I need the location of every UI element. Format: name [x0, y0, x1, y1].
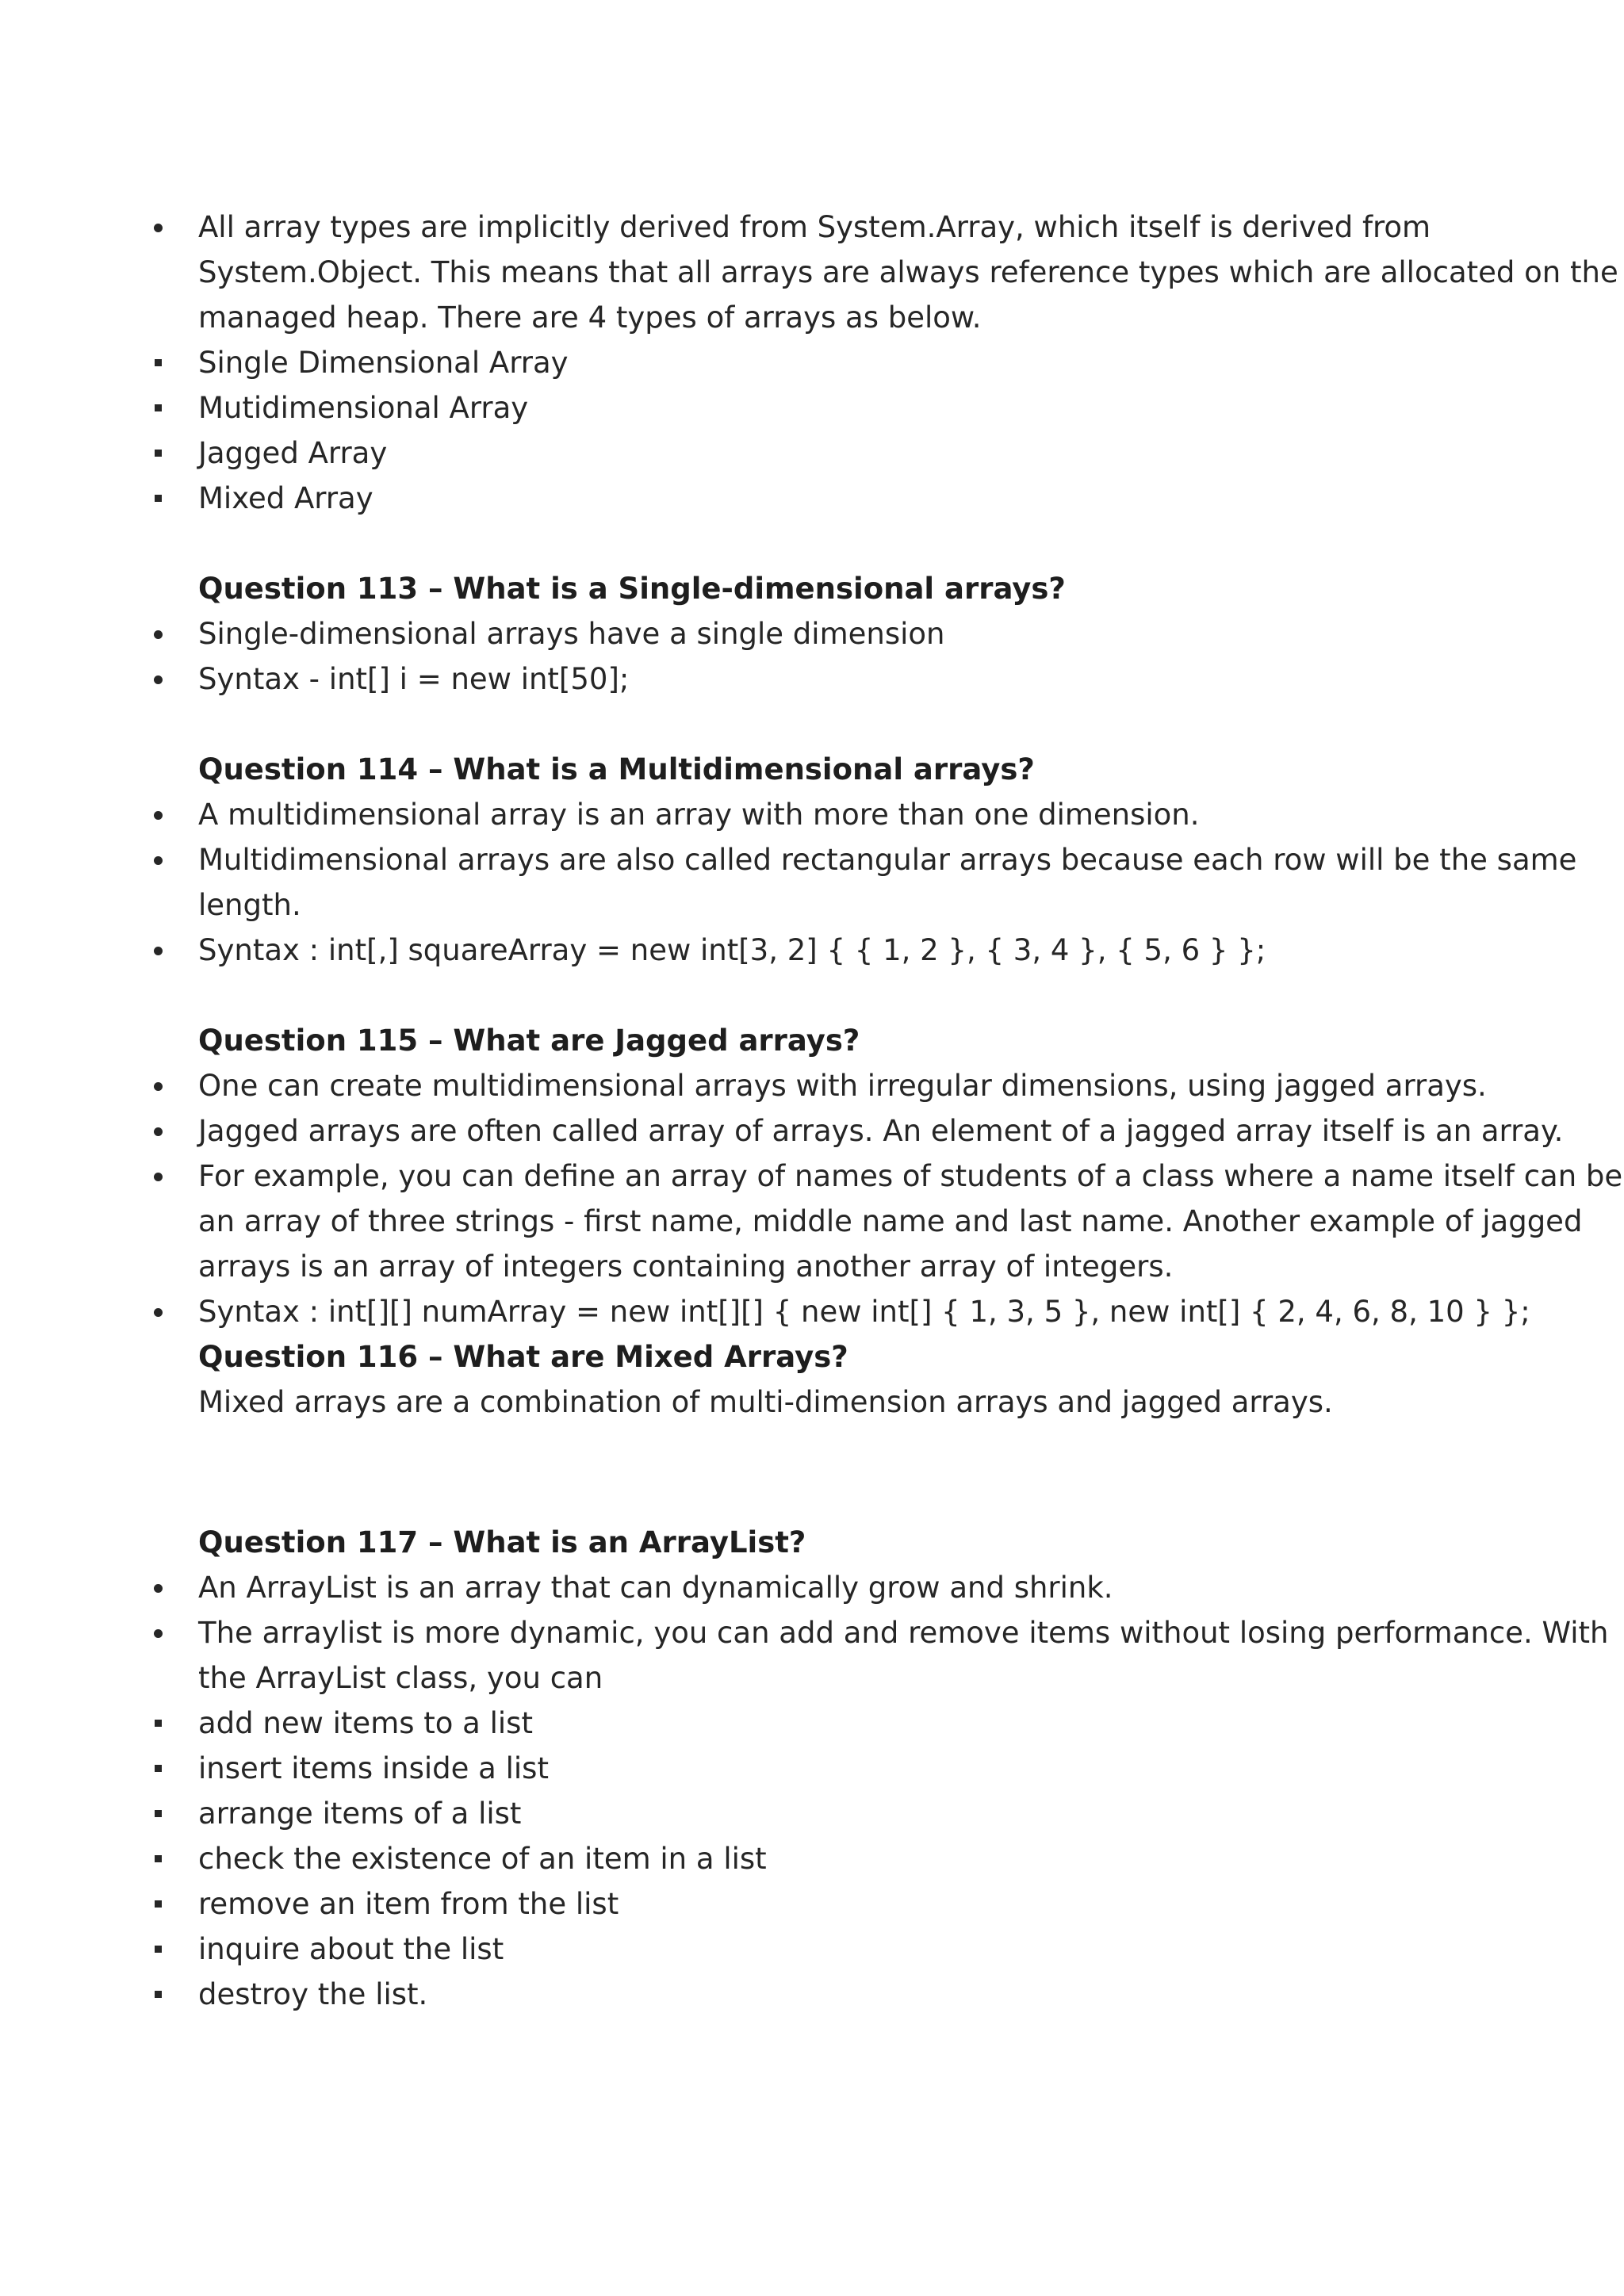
- q117-bullet: An ArrayList is an array that can dynamically grow and shrink.: [198, 1565, 1435, 1610]
- array-type-item: Mutidimensional Array: [198, 385, 1435, 430]
- q115-bullet: One can create multidimensional arrays with irregular dimensions, using jagged arrays.: [198, 1063, 1435, 1108]
- q116-text: Mixed arrays are a combination of multi-dimension arrays and jagged arrays.: [198, 1385, 1333, 1419]
- array-type-item: Mixed Array: [198, 476, 1435, 521]
- q115-bullet-continuation: an array of three strings - first name, middle name and last name. Another example of jagged: [198, 1204, 1583, 1238]
- q115-bullet: Jagged arrays are often called array of arrays. An element of a jagged array itself is an array.: [198, 1108, 1435, 1154]
- arraylist-capability-item: arrange items of a list: [198, 1791, 1435, 1836]
- arraylist-capability-item: destroy the list.: [198, 1972, 1435, 2017]
- q117-bullet-continuation: the ArrayList class, you can: [198, 1661, 603, 1695]
- q114-bullet: A multidimensional array is an array with more than one dimension.: [198, 792, 1435, 837]
- arraylist-capability-item: inquire about the list: [198, 1927, 1435, 1972]
- arraylist-capability-item: insert items inside a list: [198, 1746, 1435, 1791]
- q114-bullet: Multidimensional arrays are also called rectangular arrays because each row will be the same: [198, 837, 1435, 882]
- q114-bullet-continuation: length.: [198, 888, 301, 922]
- q115-bullet: Syntax : int[][] numArray = new int[][] { new int[] { 1, 3, 5 }, new int[] { 2, 4, 6, 8, 10 } };: [198, 1289, 1435, 1334]
- arraylist-capability-item: remove an item from the list: [198, 1881, 1435, 1927]
- question-116-heading: Question 116 – What are Mixed Arrays?: [198, 1340, 848, 1374]
- page-content: [198, 205, 1623, 2017]
- arraylist-capability-item: add new items to a list: [198, 1701, 1435, 1746]
- question-117-heading: Question 117 – What is an ArrayList?: [198, 1525, 806, 1559]
- q115-bullet-continuation: arrays is an array of integers containing another array of integers.: [198, 1249, 1174, 1284]
- array-type-item: Single Dimensional Array: [198, 340, 1435, 385]
- spacer: [198, 973, 1435, 1018]
- q115-bullet: For example, you can define an array of names of students of a class where a name itself can be: [198, 1154, 1435, 1199]
- arraylist-capability-item: check the existence of an item in a list: [198, 1836, 1435, 1881]
- spacer: [198, 702, 1435, 747]
- question-114-heading: Question 114 – What is a Multidimensional arrays?: [198, 752, 1035, 786]
- intro-bullet-line-2: System.Object. This means that all arrays are always reference types which are allocated on the: [198, 255, 1618, 289]
- spacer: [198, 521, 1435, 566]
- q114-bullet: Syntax : int[,] squareArray = new int[3, 2] { { 1, 2 }, { 3, 4 }, { 5, 6 } };: [198, 928, 1435, 973]
- q113-bullet: Syntax - int[] i = new int[50];: [198, 656, 1435, 702]
- array-type-item: Jagged Array: [198, 430, 1435, 476]
- q117-bullet: The arraylist is more dynamic, you can add and remove items without losing performance. With: [198, 1610, 1435, 1655]
- intro-bullet-line-3: managed heap. There are 4 types of arrays as below.: [198, 300, 982, 335]
- question-115-heading: Question 115 – What are Jagged arrays?: [198, 1024, 860, 1058]
- spacer: [198, 1425, 1435, 1520]
- question-113-heading: Question 113 – What is a Single-dimensional arrays?: [198, 572, 1066, 606]
- q113-bullet: Single-dimensional arrays have a single dimension: [198, 611, 1435, 656]
- intro-bullet-line-1: All array types are implicitly derived from System.Array, which itself is derived from: [198, 205, 1435, 250]
